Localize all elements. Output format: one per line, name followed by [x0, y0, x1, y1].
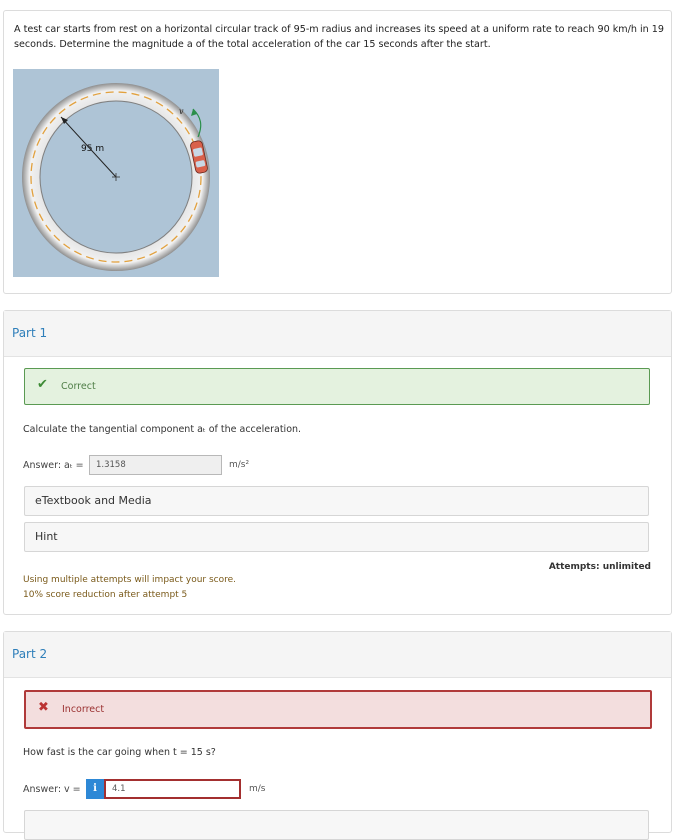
warning-line-2: 10% score reduction after attempt 5	[23, 590, 188, 600]
radius-label: 95 m	[81, 144, 105, 154]
problem-panel	[3, 10, 672, 294]
x-mark-icon: ✖	[38, 700, 49, 715]
hint-label: Hint	[35, 530, 58, 543]
part-1-panel	[3, 310, 672, 615]
hint-button[interactable]	[24, 522, 649, 552]
etextbook-media-button[interactable]	[24, 486, 649, 516]
etextbook-media-label: eTextbook and Media	[35, 494, 152, 507]
part-2-question: How fast is the car going when t = 15 s?	[23, 747, 216, 758]
correct-label: Correct	[61, 381, 96, 392]
part-2-answer-input[interactable]	[104, 779, 241, 799]
part-2-resource-bar[interactable]	[24, 810, 649, 840]
part-2-panel	[3, 631, 672, 833]
part-1-answer-label: Answer: aₜ =	[23, 460, 84, 471]
part-2-answer-label: Answer: v =	[23, 784, 81, 795]
track-figure	[13, 69, 219, 277]
part-1-answer-input[interactable]	[89, 455, 222, 475]
attempts-info: Attempts: unlimited	[548, 562, 651, 572]
incorrect-label: Incorrect	[62, 704, 105, 715]
part-1-header	[4, 311, 671, 357]
part-2-title: Part 2	[12, 647, 48, 661]
velocity-label: v	[179, 107, 184, 116]
incorrect-banner	[24, 690, 652, 729]
part-1-unit: m/s²	[229, 460, 250, 470]
info-icon[interactable]: i	[86, 779, 104, 799]
circular-track-diagram	[13, 69, 219, 277]
problem-statement: A test car starts from rest on a horizontal circular track of 95-m radius and increases its speed at a uniform rate to reach 90 km/h in 19 seconds. Determine the magnitude a of the total acceleration of the car 15 seconds after the start.	[14, 24, 664, 50]
part-2-unit: m/s	[249, 784, 266, 794]
warning-line-1: Using multiple attempts will impact your score.	[23, 575, 237, 585]
checkmark-icon: ✔	[37, 377, 48, 392]
part-1-question: Calculate the tangential component aₜ of the acceleration.	[23, 424, 302, 435]
part-2-header	[4, 632, 671, 678]
correct-banner	[24, 368, 650, 405]
part-1-title: Part 1	[12, 326, 48, 340]
attempts-warning	[23, 573, 236, 603]
